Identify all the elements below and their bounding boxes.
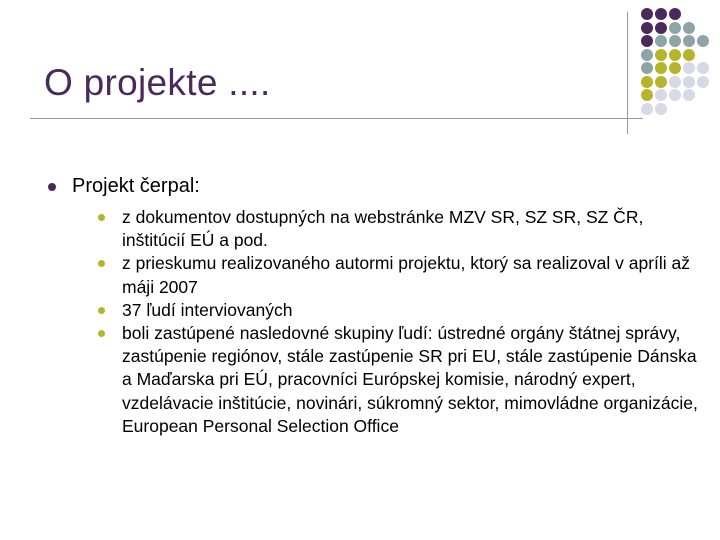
decorative-dot [669,35,681,47]
decorative-dot [655,103,667,115]
decorative-dot [669,8,681,20]
decorative-dot [683,35,695,47]
decorative-dot [669,62,681,74]
decorative-dot [669,76,681,88]
decorative-dot [669,49,681,61]
decorative-dot [655,76,667,88]
sub-bullet-item [98,322,698,438]
decorative-dot [697,76,709,88]
sub-bullet-dot [98,214,105,221]
decorative-dot [655,89,667,101]
sub-bullet-item [98,206,698,252]
bullet-dot [48,183,56,191]
decorative-dot [641,103,653,115]
sub-bullet-text: z prieskumu realizovaného autormi projektu, ktorý sa realizoval v apríli až máji 2007 [122,253,691,297]
decorative-dot [641,89,653,101]
sub-bullet-item [98,299,698,322]
bullet-text: Projekt čerpal: [72,175,200,197]
decorative-dot [641,35,653,47]
decorative-dot [655,22,667,34]
decorative-dot [655,49,667,61]
decorative-dot [655,62,667,74]
decorative-dot [683,76,695,88]
decorative-dot [641,22,653,34]
sub-bullet-text: 37 ľudí interviovaných [122,299,293,320]
decorative-dot [683,49,695,61]
decorative-dot [655,8,667,20]
slide-title: O projekte .... [44,62,271,103]
sub-bullet-text: z dokumentov dostupných na webstránke MZV SR, SZ SR, SZ ČR, inštitúcií EÚ a pod. [122,207,644,251]
sub-bullet-text: boli zastúpené nasledovné skupiny ľudí: ústredné orgány štátnej správy, zastúpenie regiónov, stále zastúpenie SR pri EU, stále zastúpenie Dánska a Maďarska pri EÚ, pracovníci Európskej komisie, národný expert, vzdelávacie inštitúcie, novinári, súkromný sektor, mimovládne organizácie, European Personal Selection Office [122,323,698,436]
title-divider [30,118,643,119]
sub-bullet-list [98,206,698,438]
decorative-dot [669,89,681,101]
decorative-dot [697,62,709,74]
decorative-dot [683,89,695,101]
sub-bullet-dot [98,260,105,267]
decorative-dot [641,8,653,20]
sub-bullet-item [98,252,698,298]
vertical-divider [627,12,628,134]
sub-bullet-dot [98,307,105,314]
decorative-dot [669,22,681,34]
decorative-dot [683,62,695,74]
decorative-dot [641,76,653,88]
decorative-dot-grid [641,8,720,118]
decorative-dot [683,22,695,34]
decorative-dot [655,35,667,47]
decorative-dot [697,35,709,47]
decorative-dot [641,62,653,74]
sub-bullet-dot [98,330,105,337]
decorative-dot [641,49,653,61]
